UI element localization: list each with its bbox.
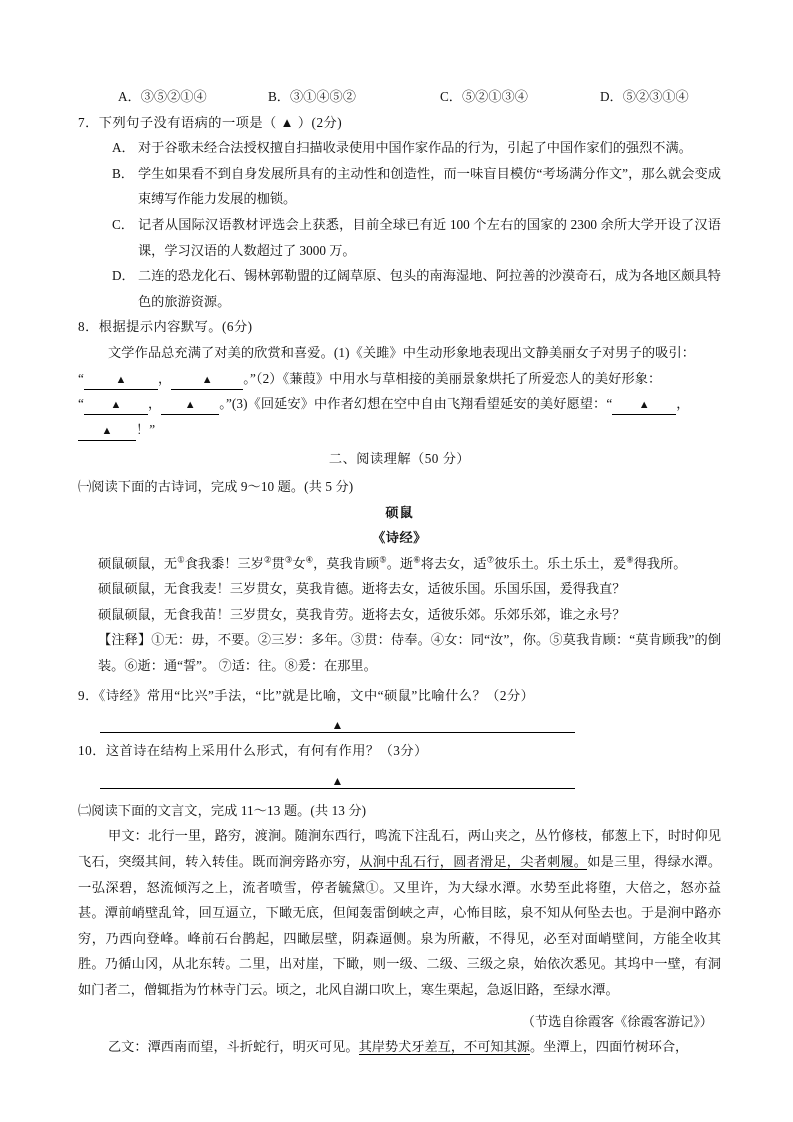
note-marker: ④ <box>305 554 314 565</box>
q8-blank-line-1 <box>78 366 721 392</box>
note-marker: ② <box>263 554 272 565</box>
poem-source: 《诗经》 <box>372 530 427 546</box>
jiawen-text: 北行一里，路穷，渡涧。随涧东西行，鸣流下注乱石，两山夹之，丛竹修枝，郁葱上下，时时仰见飞石，突缀其间，转入转佳。既而涧旁路亦穷，从涧中乱石行，圆者滑足，尖者刺履。如是三里，得绿水潭。一弘深碧，怒流倾泻之上，流者喷雪，停者毓黛①。又里许，为大绿水潭。水势至此将堕，大倍之，怒亦益甚。潭前峭壁乱耸，回互逼立，下瞰无底，但闻轰雷倒峡之声，心怖目眩，泉不知从何坠去也。于是涧中路亦穷，乃西向登峰。峰前石台鹊起，四瞰层壁，阴森逼侧。泉为所蔽，不得见，必至对面峭壁间，方能全收其胜。乃循山冈，从北东转。二里，出对崖，下瞰，则一级、二级、三级之泉，始依次悉见。其坞中一壁，有洞如门者二，僧辄指为竹林寺门云。顷之，北风自湖口吹上，寒生栗起，急返旧路，至绿水潭。 <box>78 828 722 997</box>
q7-option-b-text: 学生如果看不到自身发展所具有的主动性和创造性，而一味盲目模仿“考场满分作文”，那么就会变成束缚写作能力发展的枷锁。 <box>138 165 721 207</box>
document-body <box>78 84 721 1060</box>
underlined-phrase: 从涧中乱石行，圆者滑足，尖者刺履。 <box>359 854 588 870</box>
q7-option-d-text: 二连的恐龙化石、锡林郭勒盟的辽阔草原、包头的南海湿地、阿拉善的沙漠奇石，成为各地区颇具特色的旅游资源。 <box>138 268 721 309</box>
yiwen-passage <box>78 1034 721 1060</box>
q8-blank-line-3 <box>78 417 721 443</box>
jiawen-attribution: （节选自徐霞客《徐霞客游记》） <box>521 1013 713 1029</box>
q8-blank-2[interactable]: ▲ <box>171 371 243 390</box>
poem-title: 硕鼠 <box>385 504 414 520</box>
q7-option-a-label: A． <box>112 140 135 156</box>
q8-text-after-1: 。”（2）《蒹葭》中用水与草相接的美丽景象烘托了所爱恋人的美好形象： <box>243 370 662 386</box>
q6-option-c[interactable]: C．⑤②①③④ <box>440 89 528 104</box>
q8-text-after-3: ！” <box>136 421 156 437</box>
q8-quote-open-1: “ <box>78 370 84 386</box>
q8-text-after-2: 。”(3)《回延安》中作者幻想在空中自由飞翔看望延安的美好愿望：“ <box>219 396 613 412</box>
q8-blank-6[interactable]: ▲ <box>78 422 136 441</box>
q8-comma-2: ， <box>147 396 162 412</box>
q10-answer-line[interactable] <box>100 764 575 794</box>
q6-option-d[interactable]: D．⑤②③①④ <box>600 89 689 104</box>
jiawen-label: 甲文： <box>108 828 148 844</box>
q8-comma-3: ， <box>676 396 690 412</box>
poem-stanza-2: 硕鼠硕鼠，无食我麦！三岁贯女，莫我肯德。逝将去女，适彼乐国。乐国乐国，爰得我直？ <box>98 581 626 597</box>
q8-quote-open-2: “ <box>78 396 84 412</box>
q8-blank-line-2 <box>78 391 721 417</box>
q7-option-b-label: B． <box>112 165 134 181</box>
q10-answer-rule <box>100 788 575 789</box>
note-marker: ⑦ <box>486 554 495 565</box>
q7-option-c[interactable] <box>112 212 721 263</box>
q7-stem: 7．下列句子没有语病的一项是（ ▲ ）(2分) <box>78 114 343 130</box>
q9-stem: 9．《诗经》常用“比兴”手法，“比”就是比喻，文中“硕鼠”比喻什么？（2分） <box>78 687 535 703</box>
q7-option-d-label: D． <box>112 268 135 284</box>
q6-option-a[interactable]: A．③⑤②①④ <box>118 89 207 104</box>
yiwen-label: 乙文： <box>108 1039 148 1055</box>
note-marker: ⑧ <box>626 554 634 565</box>
q7-option-b[interactable] <box>112 161 721 212</box>
q8-blank-5[interactable]: ▲ <box>612 396 676 415</box>
q8-blank-3[interactable]: ▲ <box>84 396 148 415</box>
q8-lead: 文学作品总充满了对美的欣赏和喜爱。(1)《关雎》中生动形象地表现出文静美丽女子对男子的吸引： <box>108 344 696 360</box>
q7-option-d[interactable] <box>112 263 721 314</box>
q7-option-a[interactable] <box>112 135 721 161</box>
section-2-title: 二、阅读理解（50 分） <box>328 451 471 467</box>
q9-answer-triangle-icon: ▲ <box>331 718 344 733</box>
q8-blank-1[interactable]: ▲ <box>84 371 158 390</box>
q6-option-b[interactable]: B．③①④⑤② <box>268 89 356 104</box>
q9-answer-line[interactable] <box>100 708 575 738</box>
reading-part-1-intro: ㈠阅读下面的古诗词，完成 9～10 题。(共 5 分) <box>78 478 354 494</box>
poem-stanza-3: 硕鼠硕鼠，无食我苗！三岁贯女，莫我肯劳。逝将去女，适彼乐郊。乐郊乐郊，谁之永号？ <box>98 606 626 622</box>
q10-answer-triangle-icon: ▲ <box>331 773 344 788</box>
poem-notes: 【注释】①无：毋，不要。②三岁：多年。③贯：侍奉。④女：同“汝”，你。⑤莫我肯顾：“莫肯顾我”的倒装。⑥逝：通“誓”。 ⑦适：往。⑧爰：在那里。 <box>98 632 721 674</box>
poem-stanza-1: 硕鼠硕鼠，无①食我黍！三岁②贯③女④，莫我肯顾⑤。逝⑥将去女，适⑦彼乐土。乐土乐土，爰⑧得我所。 <box>98 554 687 571</box>
note-marker: ⑥ <box>413 554 421 565</box>
q9-answer-rule <box>100 732 575 733</box>
q6-options-row <box>118 84 721 110</box>
note-marker: ① <box>177 554 185 565</box>
jiawen-passage <box>78 823 721 1002</box>
q10-stem: 10．这首诗在结构上采用什么形式，有何有作用？（3分） <box>78 743 428 759</box>
q8-blank-4[interactable]: ▲ <box>161 396 219 415</box>
q7-option-c-label: C． <box>112 216 134 232</box>
yiwen-text: 潭西南而望，斗折蛇行，明灭可见。其岸势犬牙差互，不可知其源。坐潭上，四面竹树环合， <box>147 1039 689 1055</box>
note-marker: ⑤ <box>379 554 387 565</box>
q7-option-c-text: 记者从国际汉语教材评选会上获悉，目前全球已有近 100 个左右的国家的 2300 余所大学开设了汉语课，学习汉语的人数超过了 3000 万。 <box>138 216 721 258</box>
q8-comma-1: ， <box>157 370 172 386</box>
underlined-phrase: 其岸势犬牙差互，不可知其源 <box>358 1039 530 1055</box>
q8-stem: 8．根据提示内容默写。(6分) <box>78 319 253 335</box>
reading-part-2-intro: ㈡阅读下面的文言文，完成 11～13 题。(共 13 分) <box>78 802 367 818</box>
note-marker: ③ <box>284 554 293 565</box>
q7-option-a-text: 对于谷歌未经合法授权擅自扫描收录使用中国作家作品的行为，引起了中国作家们的强烈不满。 <box>138 140 692 156</box>
